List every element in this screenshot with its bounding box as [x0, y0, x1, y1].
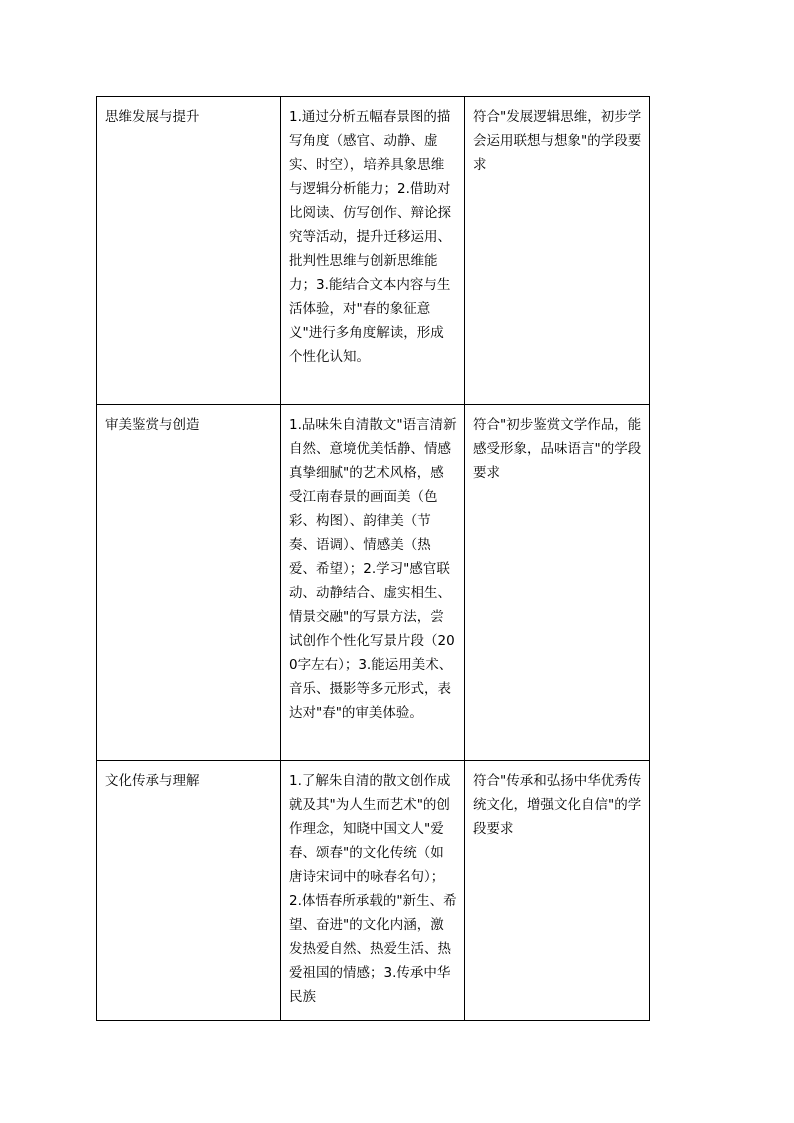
objectives-cell: 1.通过分析五幅春景图的描写角度（感官、动静、虚实、时空），培养具象思维与逻辑分析能力；2.借助对比阅读、仿写创作、辩论探究等活动，提升迁移运用、批判性思维与创新思维能力；3.能结合文本内容与生活体验，对"春的象征意义"进行多角度解读，形成个性化认知。: [281, 97, 465, 405]
objectives-cell: 1.品味朱自清散文"语言清新自然、意境优美恬静、情感真挚细腻"的艺术风格，感受江南春景的画面美（色彩、构图）、韵律美（节奏、语调）、情感美（热爱、希望）；2.学习"感官联动、动静结合、虚实相生、情景交融"的写景方法，尝试创作个性化写景片段（200字左右）；3.能运用美术、音乐、摄影等多元形式，表达对"春"的审美体验。: [281, 405, 465, 761]
dimension-cell: 文化传承与理解: [97, 761, 281, 1021]
objectives-cell: 1.了解朱自清的散文创作成就及其"为人生而艺术"的创作理念，知晓中国文人"爱春、颂春"的文化传统（如唐诗宋词中的咏春名句）；2.体悟春所承载的"新生、希望、奋进"的文化内涵，激发热爱自然、热爱生活、热爱祖国的情感；3.传承中华民族: [281, 761, 465, 1021]
table-row: [97, 761, 650, 1021]
basis-cell: 符合"发展逻辑思维，初步学会运用联想与想象"的学段要求: [465, 97, 650, 405]
dimension-cell: 思维发展与提升: [97, 97, 281, 405]
basis-cell: 符合"初步鉴赏文学作品，能感受形象，品味语言"的学段要求: [465, 405, 650, 761]
table-row: [97, 97, 650, 405]
basis-cell: 符合"传承和弘扬中华优秀传统文化，增强文化自信"的学段要求: [465, 761, 650, 1021]
objectives-table: [96, 96, 650, 1021]
table-row: [97, 405, 650, 761]
dimension-cell: 审美鉴赏与创造: [97, 405, 281, 761]
